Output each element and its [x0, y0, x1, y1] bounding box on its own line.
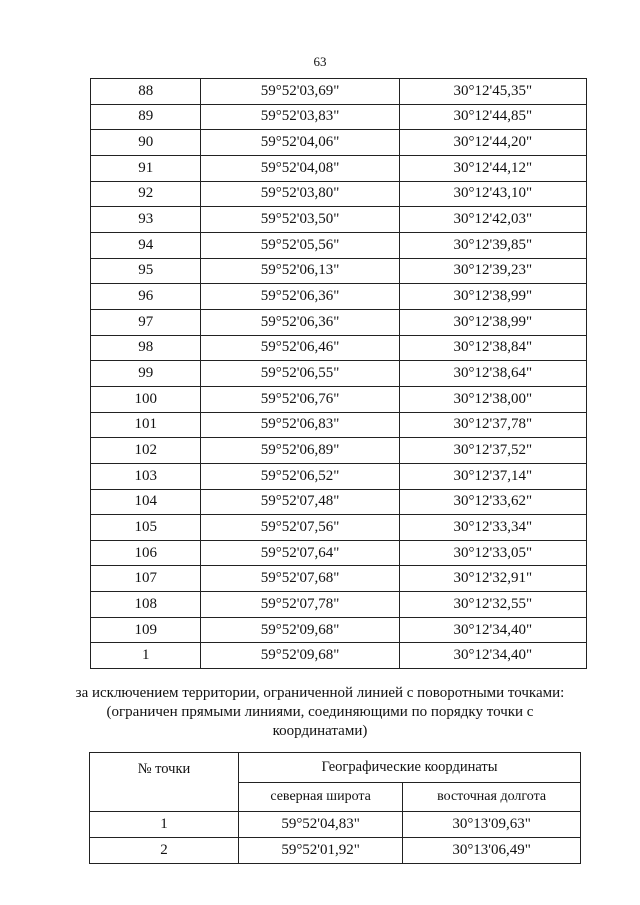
latitude-cell: 59°52'03,69" — [201, 79, 399, 105]
longitude-cell: 30°12'34,40" — [399, 617, 586, 643]
longitude-cell: 30°12'33,34" — [399, 515, 586, 541]
longitude-cell: 30°12'44,20" — [399, 130, 586, 156]
latitude-cell: 59°52'06,76" — [201, 386, 399, 412]
exclusion-coordinates-table — [89, 752, 581, 864]
point-number-cell: 1 — [91, 643, 201, 669]
point-number-cell: 92 — [91, 181, 201, 207]
note-line-1: за исключением территории, ограниченной линией с поворотными точками: — [75, 685, 565, 701]
point-number-cell: 103 — [91, 463, 201, 489]
latitude-cell: 59°52'07,68" — [201, 566, 399, 592]
table-row — [91, 232, 587, 258]
longitude-cell: 30°12'33,62" — [399, 489, 586, 515]
table-row — [91, 540, 587, 566]
header-point-number: № точки — [90, 753, 239, 812]
table-row — [90, 812, 581, 838]
table-row — [91, 79, 587, 105]
point-number-cell: 108 — [91, 592, 201, 618]
table-row — [91, 643, 587, 669]
table-row — [91, 309, 587, 335]
exclusion-note — [70, 684, 570, 741]
latitude-cell: 59°52'01,92" — [239, 838, 403, 864]
point-number-cell: 94 — [91, 232, 201, 258]
header-east-longitude: восточная долгота — [403, 783, 581, 812]
longitude-cell: 30°12'43,10" — [399, 181, 586, 207]
latitude-cell: 59°52'04,06" — [201, 130, 399, 156]
table-row — [91, 489, 587, 515]
latitude-cell: 59°52'07,56" — [201, 515, 399, 541]
longitude-cell: 30°12'37,78" — [399, 412, 586, 438]
header-north-latitude: северная широта — [239, 783, 403, 812]
table-row — [91, 155, 587, 181]
latitude-cell: 59°52'06,46" — [201, 335, 399, 361]
latitude-cell: 59°52'06,36" — [201, 284, 399, 310]
point-number-cell: 102 — [91, 438, 201, 464]
point-number-cell: 88 — [91, 79, 201, 105]
latitude-cell: 59°52'06,36" — [201, 309, 399, 335]
longitude-cell: 30°12'38,99" — [399, 284, 586, 310]
table-row — [91, 361, 587, 387]
point-number-cell: 95 — [91, 258, 201, 284]
latitude-cell: 59°52'06,89" — [201, 438, 399, 464]
latitude-cell: 59°52'09,68" — [201, 643, 399, 669]
latitude-cell: 59°52'07,78" — [201, 592, 399, 618]
point-number-cell: 90 — [91, 130, 201, 156]
longitude-cell: 30°12'33,05" — [399, 540, 586, 566]
table-row — [91, 207, 587, 233]
point-number-cell: 97 — [91, 309, 201, 335]
longitude-cell: 30°12'37,14" — [399, 463, 586, 489]
latitude-cell: 59°52'06,52" — [201, 463, 399, 489]
table-row — [91, 284, 587, 310]
latitude-cell: 59°52'03,83" — [201, 104, 399, 130]
latitude-cell: 59°52'06,13" — [201, 258, 399, 284]
point-number-cell: 104 — [91, 489, 201, 515]
table-row — [91, 335, 587, 361]
table-row — [91, 130, 587, 156]
table-row — [91, 104, 587, 130]
longitude-cell: 30°12'39,23" — [399, 258, 586, 284]
page-number: 63 — [313, 54, 327, 69]
table-row — [91, 386, 587, 412]
table-row — [90, 838, 581, 864]
latitude-cell: 59°52'07,64" — [201, 540, 399, 566]
longitude-cell: 30°12'38,84" — [399, 335, 586, 361]
point-number-cell: 89 — [91, 104, 201, 130]
latitude-cell: 59°52'04,08" — [201, 155, 399, 181]
longitude-cell: 30°12'32,91" — [399, 566, 586, 592]
point-number-cell: 107 — [91, 566, 201, 592]
longitude-cell: 30°12'42,03" — [399, 207, 586, 233]
longitude-cell: 30°12'44,12" — [399, 155, 586, 181]
longitude-cell: 30°12'32,55" — [399, 592, 586, 618]
header-geographic-coordinates: Географические координаты — [239, 753, 581, 783]
longitude-cell: 30°12'38,64" — [399, 361, 586, 387]
longitude-cell: 30°12'38,00" — [399, 386, 586, 412]
latitude-cell: 59°52'03,80" — [201, 181, 399, 207]
longitude-cell: 30°12'44,85" — [399, 104, 586, 130]
table-row — [91, 438, 587, 464]
longitude-cell: 30°12'37,52" — [399, 438, 586, 464]
point-number-cell: 100 — [91, 386, 201, 412]
table-row — [91, 617, 587, 643]
table-row — [91, 515, 587, 541]
point-number-cell: 2 — [90, 838, 239, 864]
longitude-cell: 30°12'39,85" — [399, 232, 586, 258]
coordinates-table — [90, 78, 587, 669]
table-row — [91, 566, 587, 592]
latitude-cell: 59°52'04,83" — [239, 812, 403, 838]
longitude-cell: 30°12'34,40" — [399, 643, 586, 669]
point-number-cell: 106 — [91, 540, 201, 566]
longitude-cell: 30°12'38,99" — [399, 309, 586, 335]
latitude-cell: 59°52'06,83" — [201, 412, 399, 438]
point-number-cell: 91 — [91, 155, 201, 181]
exclusion-header-row — [90, 753, 581, 783]
point-number-cell: 105 — [91, 515, 201, 541]
longitude-cell: 30°13'06,49" — [403, 838, 581, 864]
table-row — [91, 412, 587, 438]
latitude-cell: 59°52'03,50" — [201, 207, 399, 233]
longitude-cell: 30°12'45,35" — [399, 79, 586, 105]
note-line-2: (ограничен прямыми линиями, соединяющими по порядку точки с — [106, 704, 534, 720]
point-number-cell: 96 — [91, 284, 201, 310]
point-number-cell: 99 — [91, 361, 201, 387]
table-row — [91, 592, 587, 618]
point-number-cell: 101 — [91, 412, 201, 438]
point-number-cell: 109 — [91, 617, 201, 643]
latitude-cell: 59°52'09,68" — [201, 617, 399, 643]
latitude-cell: 59°52'05,56" — [201, 232, 399, 258]
longitude-cell: 30°13'09,63" — [403, 812, 581, 838]
latitude-cell: 59°52'06,55" — [201, 361, 399, 387]
point-number-cell: 1 — [90, 812, 239, 838]
point-number-cell: 98 — [91, 335, 201, 361]
note-line-3: координатами) — [272, 723, 368, 739]
table-row — [91, 258, 587, 284]
point-number-cell: 93 — [91, 207, 201, 233]
table-row — [91, 463, 587, 489]
table-row — [91, 181, 587, 207]
latitude-cell: 59°52'07,48" — [201, 489, 399, 515]
